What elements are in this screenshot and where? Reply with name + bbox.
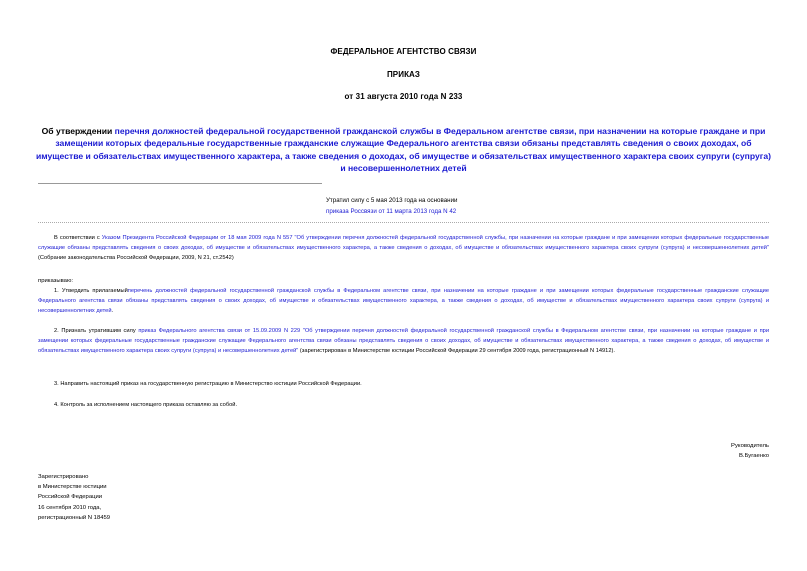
- signature-position: Руководитель: [731, 443, 769, 449]
- signature-name: В.Бугаенко: [739, 453, 769, 459]
- date-number-heading: от 31 августа 2010 года N 233: [344, 92, 463, 101]
- title-link[interactable]: перечня должностей федеральной государственной гражданской службы в Федеральном агентстве связи, при назначении на которые граждане и при замещении которых федеральные государственные гражданские служащие Федерального агентства связи обязаны представлять сведения о своих доходах, об имуществе и обязательствах имущественного характера, а также сведения о доходах, об имуществе и обязательствах имущественного характера своих супруги (супруга) и несовершеннолетних детей: [36, 126, 771, 173]
- item-2-prefix: 2. Признать утратившим силу: [54, 328, 139, 334]
- agency-heading: ФЕДЕРАЛЬНОЕ АГЕНТСТВО СВЯЗИ: [330, 47, 477, 56]
- item-1-prefix: 1. Утвердить прилагаемый: [54, 288, 128, 294]
- title-prefix: Об утверждении: [41, 126, 115, 136]
- registration-line-2: в Министерстве юстиции: [38, 484, 107, 491]
- order-word: приказываю:: [38, 278, 74, 284]
- preamble-paragraph: [38, 233, 769, 264]
- doc-type-heading: ПРИКАЗ: [386, 70, 421, 79]
- dotted-separator: [38, 222, 769, 223]
- registration-line-5: регистрационный N 18459: [38, 514, 111, 521]
- list-link[interactable]: перечень должностей федеральной государственной гражданской службы в Федеральном агентстве связи, при назначении на которые граждане и при замещении которых федеральные государственные гражданские служащие Федерального агентства связи обязаны представлять сведения о своих доходах, об имуществе и обязательствах имущественного характера, а также сведения о доходах, об имуществе и обязательствах имущественного характера своих супруги (супруга) и несовершеннолетних детей: [38, 288, 769, 315]
- item-1: [38, 286, 769, 317]
- repeal-note: [326, 195, 457, 217]
- preamble-suffix: (Собрание законодательства Российской Федерации, 2009, N 21, ст.2542): [38, 255, 234, 262]
- registration-line-3: Российской Федерации: [38, 494, 103, 501]
- item-3: 3. Направить настоящий приказ на государственную регистрацию в Министерство юстиции Российской Федерации.: [54, 381, 362, 387]
- decree-link[interactable]: Указом Президента Российской Федерации от 18 мая 2009 года N 557 "Об утверждении перечня должностей федеральной государственной службы, при назначении на которые граждане и при замещении которых федеральные государственные служащие обязаны представлять сведения о своих доходах, об имуществе и обязательствах имущественного характера, а также сведения о доходах, об имуществе и обязательствах имущественного характера своих супруги (супруга) и несовершеннолетних детей": [38, 235, 769, 252]
- preamble-prefix: В соответствии с: [54, 235, 102, 241]
- item-2: [38, 326, 769, 357]
- registration-line-4: 16 сентября 2010 года,: [38, 504, 102, 511]
- repeal-note-text: Утратил силу с 5 мая 2013 года на основании: [326, 197, 458, 204]
- repeal-order-link[interactable]: приказа Россвязи от 11 марта 2013 года N 42: [326, 208, 457, 215]
- separator-line: [38, 183, 322, 184]
- registration-block: [38, 472, 110, 523]
- document-title: [36, 125, 771, 174]
- item-1-suffix: .: [111, 308, 114, 315]
- repealed-order-link[interactable]: приказ Федерального агентства связи от 15.09.2009 N 229 "Об утверждении перечня должностей федеральной государственной гражданской службы в Федеральном агентстве связи, при назначении на которые граждане и при замещении которых федеральные государственные гражданские служащие Федерального агентства связи обязаны представлять сведения о своих доходах, об имуществе и обязательствах имущественного характера, а также сведения о доходах, об имуществе и обязательствах имущественного характера своих супруги (супруга) и несовершеннолетних детей": [38, 328, 769, 355]
- item-2-suffix: (зарегистрирован в Министерстве юстиции Российской Федерации 29 сентября 2009 года, регистрационный N 14912).: [298, 348, 615, 355]
- item-4: 4. Контроль за исполнением настоящего приказа оставляю за собой.: [54, 402, 238, 408]
- registration-line-1: Зарегистрировано: [38, 474, 89, 480]
